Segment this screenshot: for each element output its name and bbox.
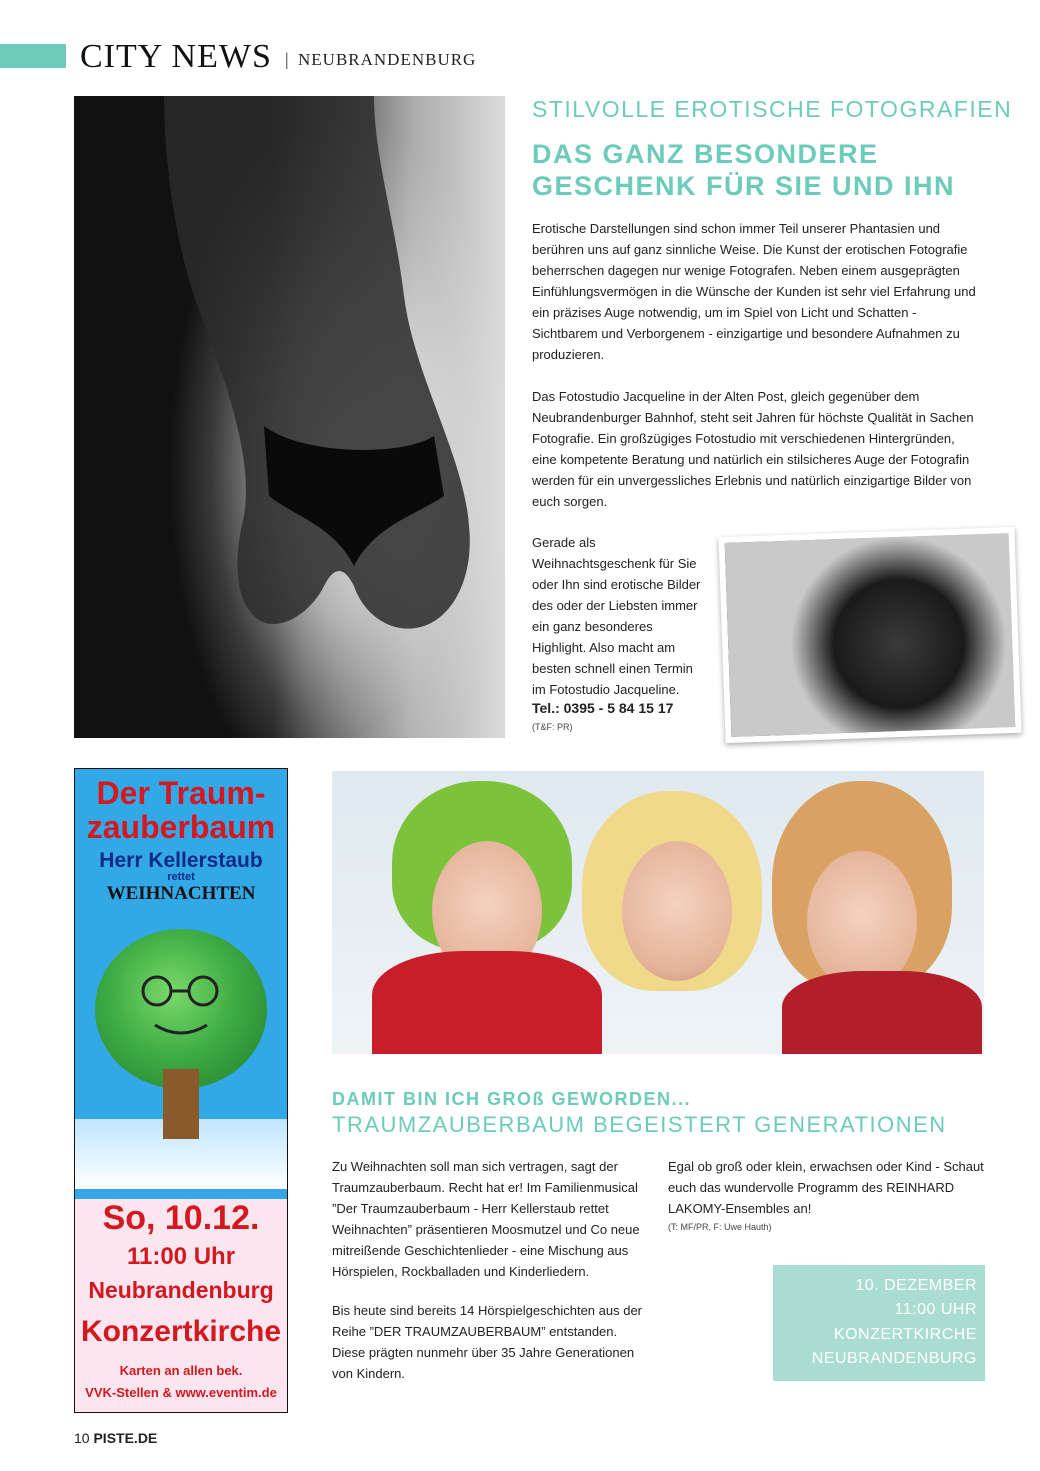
- poster-title-line2: zauberbaum: [86, 809, 276, 845]
- article2-credit: (T: MF/PR, F: Uwe Hauth): [668, 1222, 772, 1232]
- info-time: 11:00 UHR: [894, 1301, 977, 1318]
- info-date: 10. DEZEMBER: [855, 1277, 977, 1294]
- tree-illustration: [95, 929, 267, 1089]
- footer-brand: PISTE.DE: [93, 1430, 158, 1446]
- poster-tickets2: VVK-Stellen & www.eventim.de: [85, 1385, 277, 1400]
- main-photo: [74, 96, 505, 738]
- poster-tickets1: Karten an allen bek.: [119, 1363, 243, 1378]
- event-info-box: [773, 1265, 985, 1381]
- poster-subtitle3: WEIHNACHTEN: [106, 883, 256, 904]
- article1-kicker: STILVOLLE EROTISCHE FOTOGRAFIEN: [532, 96, 1013, 122]
- header-separator: |: [285, 49, 289, 69]
- article2-paragraph3: Egal ob groß oder klein, erwachsen oder Kind - Schaut euch das wundervolle Programm des REINHARD LAKOMY-Ensembles an!: [668, 1159, 984, 1216]
- header-accent-bar: [0, 44, 66, 68]
- poster-subtitle1: Herr Kellerstaub: [99, 849, 263, 872]
- section-title: CITY NEWS: [80, 38, 272, 75]
- section-city: NEUBRANDENBURG: [298, 50, 477, 69]
- page-footer: [74, 1430, 157, 1446]
- page-number: 10: [74, 1430, 90, 1446]
- poster-venue: Konzertkirche: [80, 1315, 282, 1348]
- article2-paragraph2: Bis heute sind bereits 14 Hörspielgeschichten aus der Reihe ”DER TRAUMZAUBERBAUM” entstanden. Diese prägten nunmehr über 35 Jahre Generationen von Kindern.: [332, 1303, 643, 1381]
- poster-city: Neubrandenburg: [88, 1277, 274, 1303]
- info-city: NEUBRANDENBURG: [811, 1350, 977, 1367]
- poster-subtitle2: rettet: [167, 871, 195, 883]
- article1-paragraph2: Das Fotostudio Jacqueline in der Alten Post, gleich gegenüber dem Neubrandenburger Bahnhof, steht seit Jahren für höchste Qualität in Sachen Fotografie. Ein großzügiges Fotostudio mit verschiedenen Hintergründen, eine kompetente Beratung und natürlich ein stilsicheres Auge der Fotografin werden für ein unvergessliches Erlebnis und natürlich einzigartige Bilder von euch sorgen.: [532, 389, 974, 509]
- poster-date: So, 10.12.: [102, 1199, 260, 1237]
- article2-paragraph1: Zu Weihnachten soll man sich vertragen, sagt der Traumzauberbaum. Recht hat er! Im Familienmusical ”Der Traumzauberbaum - Herr Kellerstaub rettet Weihnachten” präsentieren Moosmutzel und Co neue mitreißende Geschichtenlieder - eine Mischung aus Hörspielen, Rockballaden und Kinderliedern.: [332, 1159, 640, 1279]
- article1-headline-line2: GESCHENK FÜR SIE UND IHN: [532, 171, 956, 201]
- article1-phone: Tel.: 0395 - 5 84 15 17: [532, 700, 674, 716]
- event-poster: [74, 768, 288, 1413]
- article2-headline-line2: TRAUMZAUBERBAUM BEGEISTERT GENERATIONEN: [332, 1112, 947, 1137]
- secondary-photo: [718, 527, 1021, 743]
- article1-paragraph3: Gerade als Weihnachtsgeschenk für Sie oder Ihn sind erotische Bilder des oder der Liebsten immer ein ganz besonderes Highlight. Also macht am besten schnell einen Termin im Fotostudio Jacqueline.: [532, 535, 701, 697]
- article1-credit: (T&F: PR): [532, 722, 573, 732]
- poster-time: 11:00 Uhr: [126, 1243, 236, 1270]
- poster-title-line1: Der Traum-: [96, 775, 266, 811]
- group-photo: [332, 771, 984, 1054]
- article1-headline-line1: DAS GANZ BESONDERE: [532, 139, 879, 169]
- info-venue: KONZERTKIRCHE: [833, 1326, 977, 1343]
- article1-paragraph1: Erotische Darstellungen sind schon immer Teil unserer Phantasien und berühren uns auf ganz sinnliche Weise. Die Kunst der erotischen Fotografie beherrschen dagegen nur wenige Fotografen. Neben einem ausgeprägten Einfühlungsvermögen in die Wünsche der Kunden ist sehr viel Erfahrung und ein präzises Auge notwendig, um im Spiel von Licht und Schatten - Sichtbarem und Verborgenem - einzigartige und besondere Aufnahmen zu produzieren.: [532, 221, 976, 362]
- article2-headline-line1: DAMIT BIN ICH GROß GEWORDEN...: [332, 1089, 691, 1109]
